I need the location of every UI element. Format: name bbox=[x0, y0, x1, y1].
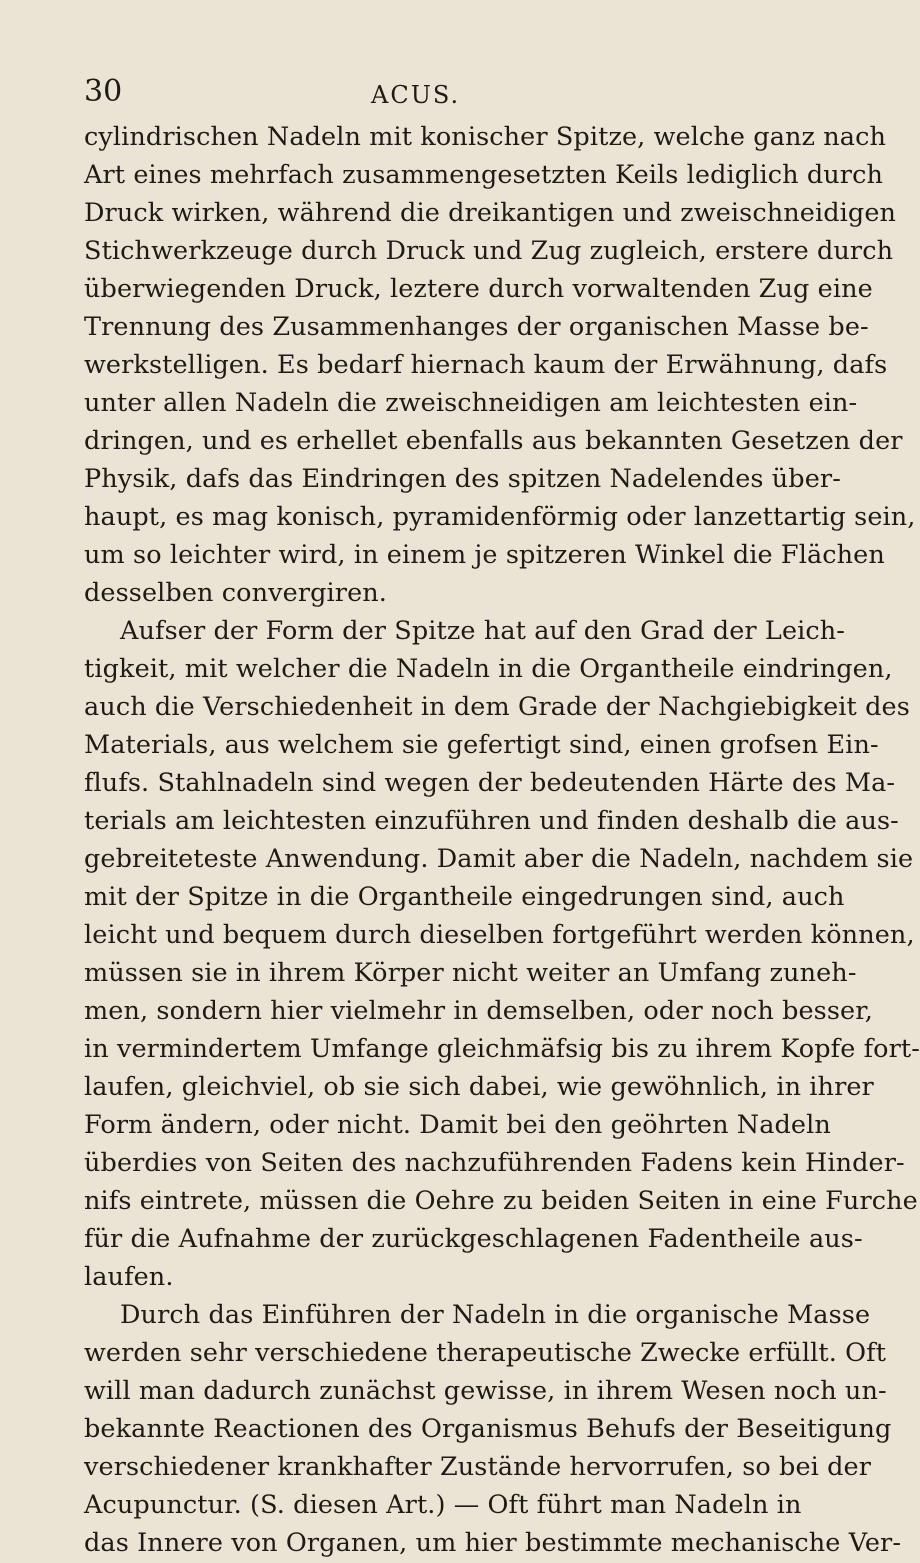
text-line: men, sondern hier vielmehr in demselben, oder noch besser, bbox=[84, 996, 873, 1026]
text-line: desselben convergiren. bbox=[84, 578, 388, 608]
text-line: Druck wirken, während die dreikantigen und zweischneidigen bbox=[84, 198, 897, 228]
text-line: für die Aufnahme der zurückgeschlagenen Fadentheile aus- bbox=[84, 1224, 863, 1254]
page-number: 30 bbox=[84, 74, 123, 109]
running-head: ACUS. bbox=[371, 81, 461, 109]
text-line: Physik, dafs das Eindringen des spitzen Nadelendes über- bbox=[84, 464, 841, 494]
text-line: unter allen Nadeln die zweischneidigen am leichtesten ein- bbox=[84, 388, 858, 418]
text-line: gebreiteteste Anwendung. Damit aber die Nadeln, nachdem sie bbox=[84, 844, 914, 874]
text-line: flufs. Stahlnadeln sind wegen der bedeutenden Härte des Ma- bbox=[84, 768, 896, 798]
text-line: müssen sie in ihrem Körper nicht weiter an Umfang zuneh- bbox=[84, 958, 857, 988]
text-line: auch die Verschiedenheit in dem Grade der Nachgiebigkeit des bbox=[84, 692, 910, 722]
text-line: will man dadurch zunächst gewisse, in ihrem Wesen noch un- bbox=[84, 1376, 887, 1406]
text-line: Form ändern, oder nicht. Damit bei den geöhrten Nadeln bbox=[84, 1110, 831, 1140]
text-line: das Innere von Organen, um hier bestimmte mechanische Ver- bbox=[84, 1528, 902, 1558]
text-line: werden sehr verschiedene therapeutische Zwecke erfüllt. Oft bbox=[84, 1338, 887, 1368]
text-line: in vermindertem Umfange gleichmäfsig bis zu ihrem Kopfe fort- bbox=[84, 1034, 920, 1064]
text-line: verschiedener krankhafter Zustände hervorrufen, so bei der bbox=[84, 1452, 872, 1482]
text-line: leicht und bequem durch dieselben fortgeführt werden können, bbox=[84, 920, 915, 950]
text-line: mit der Spitze in die Organtheile eingedrungen sind, auch bbox=[84, 882, 845, 912]
text-line: bekannte Reactionen des Organismus Behufs der Beseitigung bbox=[84, 1414, 892, 1444]
text-line: tigkeit, mit welcher die Nadeln in die Organtheile eindringen, bbox=[84, 654, 893, 684]
text-line: Trennung des Zusammenhanges der organischen Masse be- bbox=[84, 312, 869, 342]
text-line: Acupunctur. (S. diesen Art.) — Oft führt man Nadeln in bbox=[84, 1490, 802, 1520]
text-line: überdies von Seiten des nachzuführenden Fadens kein Hinder- bbox=[84, 1148, 905, 1178]
text-line: dringen, und es erhellet ebenfalls aus bekannten Gesetzen der bbox=[84, 426, 903, 456]
text-line: Aufser der Form der Spitze hat auf den Grad der Leich- bbox=[120, 616, 846, 646]
text-line: laufen. bbox=[84, 1262, 174, 1292]
text-line: um so leichter wird, in einem je spitzeren Winkel die Flächen bbox=[84, 540, 885, 570]
text-line: terials am leichtesten einzuführen und finden deshalb die aus- bbox=[84, 806, 899, 836]
text-line: laufen, gleichviel, ob sie sich dabei, wie gewöhnlich, in ihrer bbox=[84, 1072, 874, 1102]
text-line: Art eines mehrfach zusammengesetzten Keils lediglich durch bbox=[84, 160, 883, 190]
text-line: Stichwerkzeuge durch Druck und Zug zugleich, erstere durch bbox=[84, 236, 894, 266]
text-line: werkstelligen. Es bedarf hiernach kaum der Erwähnung, dafs bbox=[84, 350, 888, 380]
text-line: Durch das Einführen der Nadeln in die organische Masse bbox=[120, 1300, 871, 1330]
text-line: cylindrischen Nadeln mit konischer Spitze, welche ganz nach bbox=[84, 122, 886, 152]
text-line: haupt, es mag konisch, pyramidenförmig oder lanzettartig sein, bbox=[84, 502, 916, 532]
text-line: überwiegenden Druck, leztere durch vorwaltenden Zug eine bbox=[84, 274, 873, 304]
text-line: nifs eintrete, müssen die Oehre zu beiden Seiten in eine Furche bbox=[84, 1186, 918, 1216]
text-line: Materials, aus welchem sie gefertigt sind, einen grofsen Ein- bbox=[84, 730, 879, 760]
